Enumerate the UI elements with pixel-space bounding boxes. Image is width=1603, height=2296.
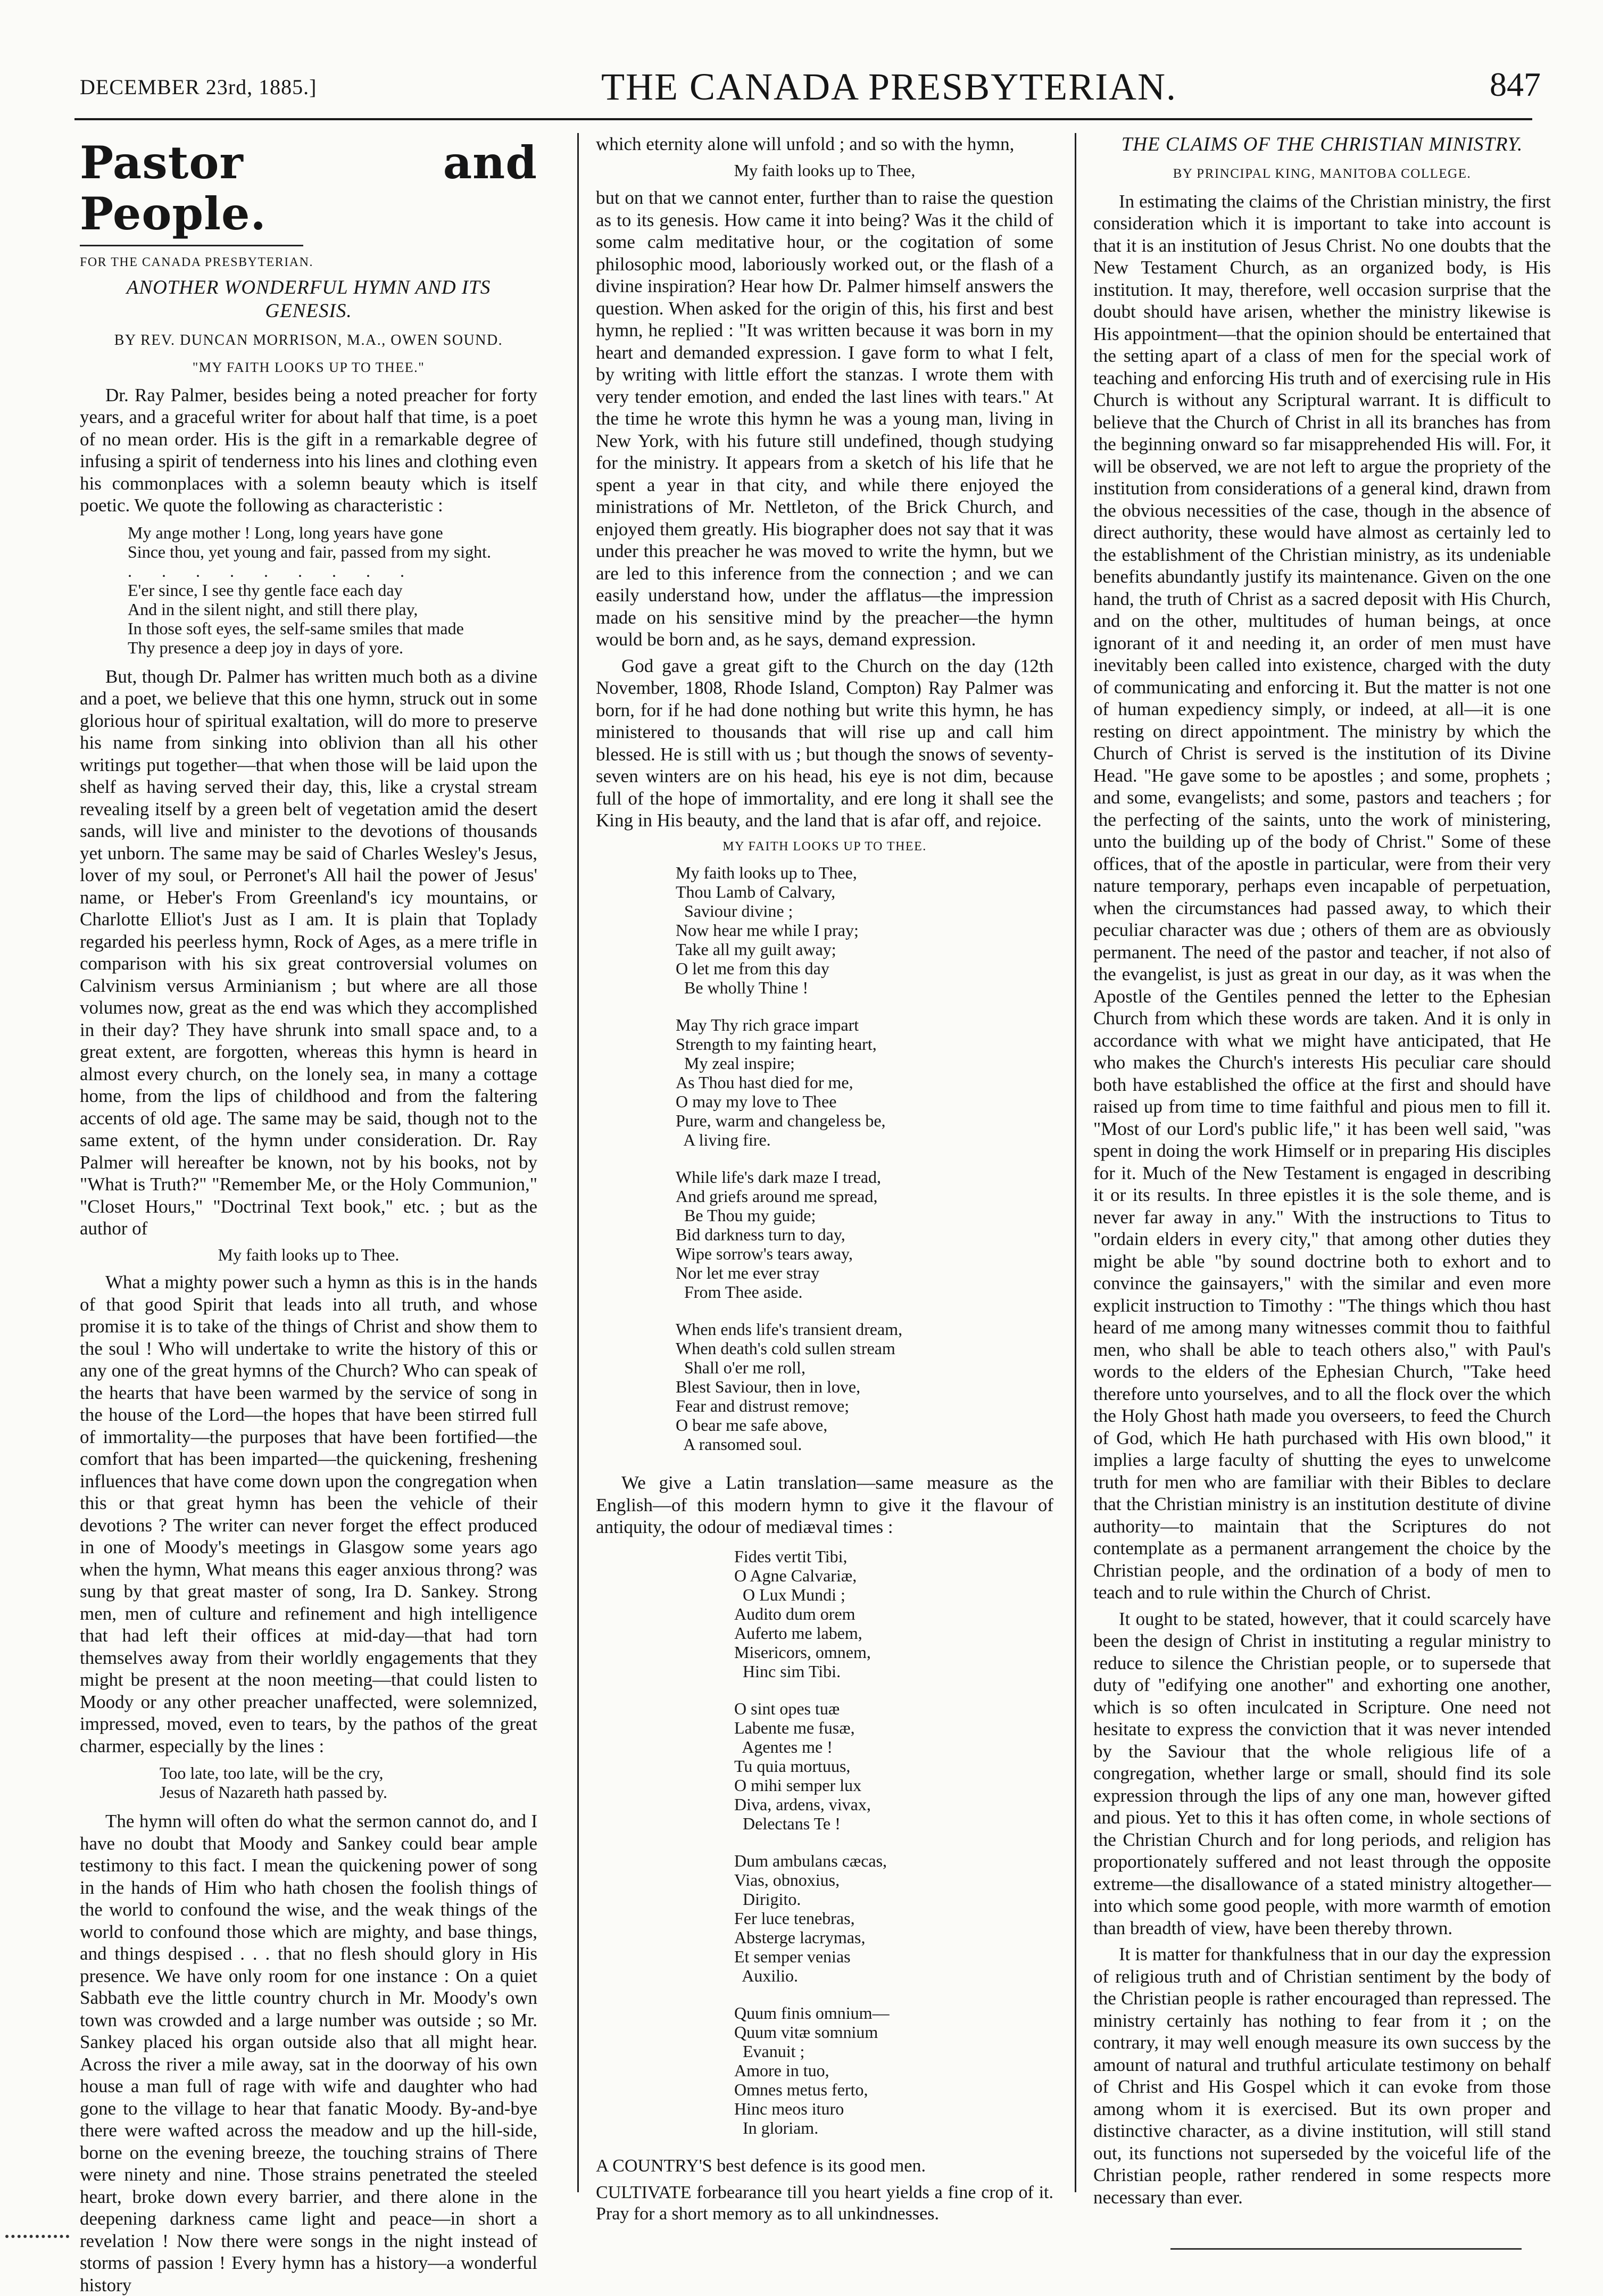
stanza-line: Wipe sorrow's tears away, [676,1244,853,1263]
byline: BY PRINCIPAL KING, MANITOBA COLLEGE. [1173,167,1472,181]
stanza-line: A ransomed soul. [676,1435,802,1454]
stanza [676,1015,1053,1149]
paragraph: It ought to be stated, however, that it could scarcely have been the design of Christ in instituting a regular ministry to reduce to silence the Christian people, or to supersede that duty of "edifying one another" and exhorting one another, which is so often inculcated in Scripture. One need not hesitate to express the conviction that it was never intended by the Saviour that the whole religious life of a congregation, whether large or small, should find its sole expression through the lips of any one man, however gifted and pious. Yet to this it has often come, in whole sections of the Christian Church and for long periods, and religion has proportionately suffered and not least through the opposite extreme—the disallowance of a stated ministry altogether—into which some good people, with more warmth of emotion than breadth of view, have been thereby thrown. [1093,1608,1551,1938]
for-line: FOR THE CANADA PRESBYTERIAN. [80,255,313,269]
stanza-line: While life's dark maze I tread, [676,1167,882,1187]
newspaper-title: THE CANADA PRESBYTERIAN. [601,65,1177,108]
hymn-english [596,863,1053,1454]
bottom-rule [1170,2248,1522,2250]
stanza-line: Tu quia mortuus, [734,1756,851,1776]
stanza-line: Auxilio. [734,1966,799,1985]
footnote [596,2156,1053,2177]
quoted-line: My faith looks up to Thee. [218,1245,400,1264]
stanza [676,1320,1053,1454]
stanza-line: Nor let me ever stray [676,1263,820,1282]
page-header [0,0,1603,117]
stanza-line: My zeal inspire; [676,1054,795,1073]
stanza-line: O Agne Calvariæ, [734,1565,857,1585]
stanza-line: Absterge lacrymas, [734,1927,866,1947]
section-title: Pastor and People. [80,136,537,240]
stanza-line: O may my love to Thee [676,1092,837,1111]
paragraph: God gave a great gift to the Church on the day (12th November, 1808, Rhode Island, Compton) Ray Palmer was born, for if he had done nothing but write this hymn, he has ministered to thousands that will rise up and call him blessed. He is still with us ; but though the snows of seventy-seven winters are on his head, his eye is not dim, because full of the hope of immortality, and ere long it shall see the King in His beauty, and the land that is afar off, and rejoice. [596,655,1053,831]
stanza-line: O Lux Mundi ; [734,1585,845,1604]
title-rule [80,245,303,246]
stanza-line: Labente me fusæ, [734,1718,855,1737]
footnote-text: A COUNTRY'S best defence is its good men. [596,2156,926,2176]
ellipsis-divider: . . . . . . . . . [128,561,417,581]
stanza-line: Now hear me while I pray; [676,921,859,940]
poem-line: Since thou, yet young and fair, passed from my sight. [128,542,492,561]
stanza-line: Thou Lamb of Calvary, [676,882,836,901]
stanza-line: Dirigito. [734,1889,801,1909]
stanza-line: Hinc sim Tibi. [734,1661,841,1681]
stanza-line: Omnes metus ferto, [734,2079,868,2099]
stanza-line: Diva, ardens, vivax, [734,1794,871,1814]
column-1 [80,133,537,2295]
poem-line: And in the silent night, and still there play, [128,599,418,619]
stanza [734,1851,1053,1985]
column-divider [1075,133,1076,2192]
stanza-line: When ends life's transient dream, [676,1320,903,1339]
paragraph: It is matter for thankfulness that in our day the expression of religious truth and of Christian sentiment by the body of the Christian people is rather encouraged than repressed. The ministry certainly has nothing to fear from it ; on the contrary, it may well enough measure its own success by the amount of natural and truthful articulate testimony on behalf of Christ and His Gospel which it can evoke from those among whom it is exercised. But its own proper and distinctive character, as a divine institution, will still stand out, its functions not superseded by the voiceful life of the Christian people, rather rendered in some respects more necessary than ever. [1093,1944,1551,2208]
paragraph: but on that we cannot enter, further than to raise the question as to its genesis. How came it into being? Was it the child of some calm meditative hour, or the cogitation of some philosophic mood, laboriously worked out, or the flash of a divine inspiration? Hear how Dr. Palmer himself answers the question. When asked for the origin of this, his first and best hymn, he replied : "It was written because it was born in my heart and demanded expression. I gave form to what I felt, by writing with little effort the stanzas. I wrote them with very tender emotion, and ended the last lines with tears." At the time he wrote this hymn he was a young man, living in New York, with his future still undefined, though studying for the ministry. It appears from a sketch of his life that he spent a year in that city, and while there enjoyed the ministrations of Mr. Nettleton, of the Brick Church, and enjoyed them greatly. His biographer does not say that it was under this preacher he was moved to write the hymn, but we are led to this inference from the connection ; and we can easily understand how, under the afflatus—the impression made on his sensitive mind by the preacher—the hymn would be born and, as he says, demand expression. [596,187,1053,650]
stanza-line: Saviour divine ; [676,901,793,921]
stanza-line: A living fire. [676,1130,771,1149]
stanza-line: My faith looks up to Thee, [676,863,857,882]
article-title: THE CLAIMS OF THE CHRISTIAN MINISTRY. [1121,134,1523,155]
stanza-line: Be wholly Thine ! [676,978,809,997]
footnote-text: CULTIVATE forbearance till you heart yields a fine crop of it. Pray for a short memory as to all unkindnesses. [596,2182,1053,2224]
quoted-line: My faith looks up to Thee, [734,160,916,180]
poem-excerpt [128,523,537,657]
stanza-line: Auferto me labem, [734,1623,862,1643]
poem-line: E'er since, I see thy gentle face each day [128,580,403,600]
paragraph: What a mighty power such a hymn as this is in the hands of that good Spirit that leads into all truth, and whose promise it is to take of the things of Christ and show them to the soul ! Who will undertake to write the history of this or any one of the great hymns of the Church? Who can speak of the hearts that have been warmed by the service of song in the house of the Lord—the hopes that have been stirred full of immortality—the purposes that have been fortified—the comfort that has been imparted—the quickening, freshening influences that have come down upon the congregation when this or that great hymn has been the vehicle of their devotions ? The writer can never forget the effect produced in one of Moody's meetings in Glasgow some years ago when the hymn, What means this eager anxious throng? was sung by that great master of song, Ira D. Sankey. Strong men, men of culture and refinement and high intelligence that had left their offices at mid-day—that had torn themselves away from their worldly engagements that they might be present at the noon meeting—that could listen to Moody or any other preacher unaffected, were solemnized, impressed, moved, even to tears, by the pathos of the great charmer, especially by the lines : [80,1272,537,1756]
stanza-line: From Thee aside. [676,1282,803,1302]
stanza-line: When death's cold sullen stream [676,1339,895,1358]
stanza-line: Pure, warm and changeless be, [676,1111,886,1130]
hymn-title: MY FAITH LOOKS UP TO THEE. [722,839,927,853]
stanza-line: Evanuit ; [734,2041,805,2061]
stanza [676,1167,1053,1302]
stanza-line: Fides vertit Tibi, [734,1546,848,1566]
paragraph: But, though Dr. Palmer has written much both as a divine and a poet, we believe that this one hymn, struck out in some glorious hour of spiritual exaltation, will do more to preserve his name from sinking into oblivion than all his other writings put together—that when those will be laid upon the shelf as having served their day, this, like a crystal stream revealing itself by a green belt of vegetation amid the desert sands, will live and minister to the devotions of thousands yet unborn. The same may be said of Charles Wesley's Jesus, lover of my soul, or Perronet's All hail the power of Jesus' name, or Heber's From Greenland's icy mountains, or Charlotte Elliot's Just as I am. It is plain that Toplady regarded his peerless hymn, Rock of Ages, as a mere trifle in comparison with his six great controversial volumes on Calvinism versus Arminianism ; but where are all those volumes now, great as the end was which they accomplished in their day? They have shrunk into small space and, to a great extent, are forgotten, whereas this hymn is heard in almost every church, on the lonely sea, in many a cottage home, from the lips of childhood and from the faltering accents of old age. The same may be said, though not to the same extent, of the hymn under consideration. Dr. Ray Palmer will hereafter be known, not by his books, not by "What is Truth?" "Remember Me, or the Holy Communion," "Closet Hours," "Doctrinal Text book," etc. ; but as the author of [80,666,537,1239]
paragraph: We give a Latin translation—same measure as the English—of this modern hymn to give it the flavour of antiquity, the odour of mediæval times : [596,1472,1053,1537]
stanza [734,2003,1053,2137]
stanza-line: And griefs around me spread, [676,1187,878,1206]
poem-line: In those soft eyes, the self-same smiles that made [128,618,464,638]
stanza-line: Vias, obnoxius, [734,1870,840,1889]
stanza-line: Delectans Te ! [734,1813,841,1833]
column-2 [596,133,1053,2224]
poem-line: Too late, too late, will be the cry, [160,1763,384,1783]
subhead: "MY FAITH LOOKS UP TO THEE." [192,360,425,375]
stanza [676,863,1053,997]
stanza-line: Strength to my fainting heart, [676,1034,877,1054]
stanza-line: Blest Saviour, then in love, [676,1377,861,1396]
page-number: 847 [1490,65,1541,103]
poem-excerpt [160,1763,537,1802]
byline: BY REV. DUNCAN MORRISON, M.A., OWEN SOUND. [114,331,503,349]
stanza [734,1547,1053,1681]
poem-line: Thy presence a deep joy in days of yore. [128,637,404,657]
stanza-line: Fear and distrust remove; [676,1396,850,1415]
column-divider [577,133,579,2192]
header-rule [74,118,1532,120]
stanza-line: Hinc meos ituro [734,2099,844,2118]
hymn-latin [596,1547,1053,2137]
stanza-line: Bid darkness turn to day, [676,1225,845,1244]
stanza-line: Dum ambulans cæcas, [734,1851,887,1870]
stanza-line: Et semper venias [734,1946,851,1966]
footnote [596,2182,1053,2225]
stanza-line: O bear me safe above, [676,1415,828,1435]
stanza-line: In gloriam. [734,2118,819,2137]
paragraph: The hymn will often do what the sermon cannot do, and I have no doubt that Moody and Sankey could bear ample testimony to this fact. I mean the quickening power of song in the hands of Him who hath chosen the foolish things of the world to confound the wise, and the weak things of the world to confound those which are mighty, and base things, and things despised . . . that no flesh should glory in His presence. We have only room for one instance : On a quiet Sabbath eve the little country church in Mr. Moody's own town was crowded and a large number was outside ; so Mr. Sankey placed his organ outside also that all might hear. Across the river a mile away, sat in the doorway of his own house a man full of rage with wife and daughter who had gone to the village to hear that fanatic Moody. By-and-bye there were wafted across the meadow and up the hill-side, borne on the evening breeze, the touching strains of There were ninety and nine. Those strains penetrated the steeled heart, broke down every barrier, and there alone in the deepening darkness came light and peace—in short a revelation ! Now there were songs in the night instead of storms of passion ! Every hymn has a history—a wonderful history [80,1811,537,2295]
stanza-line: Quum finis omnium— [734,2003,890,2023]
stanza-line: Quum vitæ somnium [734,2022,878,2042]
stanza-line: Misericors, omnem, [734,1642,871,1662]
column-3 [1093,133,1551,2224]
issue-date: DECEMBER 23rd, 1885.] [80,75,317,99]
paragraph: In estimating the claims of the Christian ministry, the first consideration which it is important to take into account is that it is an institution of Jesus Christ. No one doubts that the New Testament Church, as an organized body, is His institution. It may, therefore, well occasion surprise that the doubt should have arisen, whether the ministry likewise is His appointment—that the opinion should be entertained that the setting apart of a class of men for the special work of teaching and enforcing His truth and of exercising rule in His Church is without any Scriptural warrant. It is difficult to believe that the Church of Christ in all its branches has from the beginning onward so far misapprehended His will. For, it will be observed, we are not left to argue the propriety of the institution from considerations of a general kind, drawn from the obvious necessities of the case, though in the absence of direct authority, these would have almost as certainly led to the establishment of the Christian ministry, as its undeniable benefits abundantly justify its maintenance. Given on the one hand, the truth of Christ as a sacred deposit with His Church, and on the other, multitudes of human beings, at once ignorant of it and needing it, an order of men must have inevitably been called into existence, charged with the duty of communicating and enforcing it. But the matter is not one of human expediency simply, or indeed, at all—it is one resting on direct appointment. The ministry by which the Church of Christ is served is the institution of its Divine Head. "He gave some to be apostles ; and some, prophets ; and some, evangelists; and some, pastors and teachers ; for the perfecting of the saints, unto the work of ministering, unto the building up of the body of Christ." Some of these offices, that of the apostle in particular, were from their very nature temporary, perhaps even incapable of perpetuation, when the circumstances had passed away, to which their peculiar character was due ; others of them are as obviously permanent. The need of the pastor and teacher, if not also of the evangelist, is just as great in our day, as it was when the Apostle of the Gentiles penned the letter to the Ephesian Church from which these words are taken. And it is only in accordance with what we might have anticipated, that He who makes the Church's interests His peculiar care should both have established the office at the first and should have raised up from time to time faithful and pious men to fill it. "Most of our Lord's public life," it has been well said, "was spent in doing the work Himself or in preparing His disciples for it. Much of the New Testament is engaged in describing it or its results. In three epistles it is the sole theme, and is never far away in any." With the instructions to Titus to "ordain elders in every city," that among other duties they might be able "by sound doctrine both to exhort and to convince the gainsayers," with the similar and even more explicit instruction to Timothy : "The things which thou hast heard of me among many witnesses commit thou to faithful men, who shall be able to teach others also," with Paul's words to the elders of the Ephesian Church, "Take heed therefore unto yourselves, and to all the flock over the which the Holy Ghost hath made you overseers, to feed the Church of God, which He hath purchased with His own blood," it implies a large faculty of shutting the eyes to unwelcome truth for men who are familiar with their Bibles to declare that the Christian ministry is an institution destitute of divine authority—to maintain that the Scriptures do not contemplate as a permanent arrangement the choice by the Christian people, and the ordination of a body of men to teach and to rule within the Church of Christ. [1093,190,1551,1603]
poem-line: Jesus of Nazareth hath passed by. [160,1783,388,1802]
stanza-line: Shall o'er me roll, [676,1358,805,1377]
stanza-line: Agentes me ! [734,1737,833,1756]
stanza-line: O sint opes tuæ [734,1698,840,1718]
stanza-line: Take all my guilt away; [676,940,836,959]
stanza-line: Be Thou my guide; [676,1206,816,1225]
stanza-line: May Thy rich grace impart [676,1015,859,1034]
paragraph: Dr. Ray Palmer, besides being a noted preacher for forty years, and a graceful writer for about half that time, is a poet of no mean order. His is the gift in a remarkable degree of infusing a spirit of tenderness into his lines and clothing even his commonplaces with a solemn beauty which is itself poetic. We quote the following as characteristic : [80,384,537,516]
stanza-line: O let me from this day [676,959,829,978]
stanza [734,1699,1053,1833]
stanza-line: As Thou hast died for me, [676,1073,853,1092]
stanza-line: Amore in tuo, [734,2060,829,2080]
print-mark [5,2235,69,2243]
stanza-line: O mihi semper lux [734,1775,862,1795]
poem-line: My ange mother ! Long, long years have gone [128,523,443,542]
article-title: ANOTHER WONDERFUL HYMN AND ITS GENESIS. [126,276,491,322]
stanza-line: Audito dum orem [734,1604,856,1623]
stanza-line: Fer luce tenebras, [734,1908,855,1928]
paragraph: which eternity alone will unfold ; and so with the hymn, [596,134,1015,154]
